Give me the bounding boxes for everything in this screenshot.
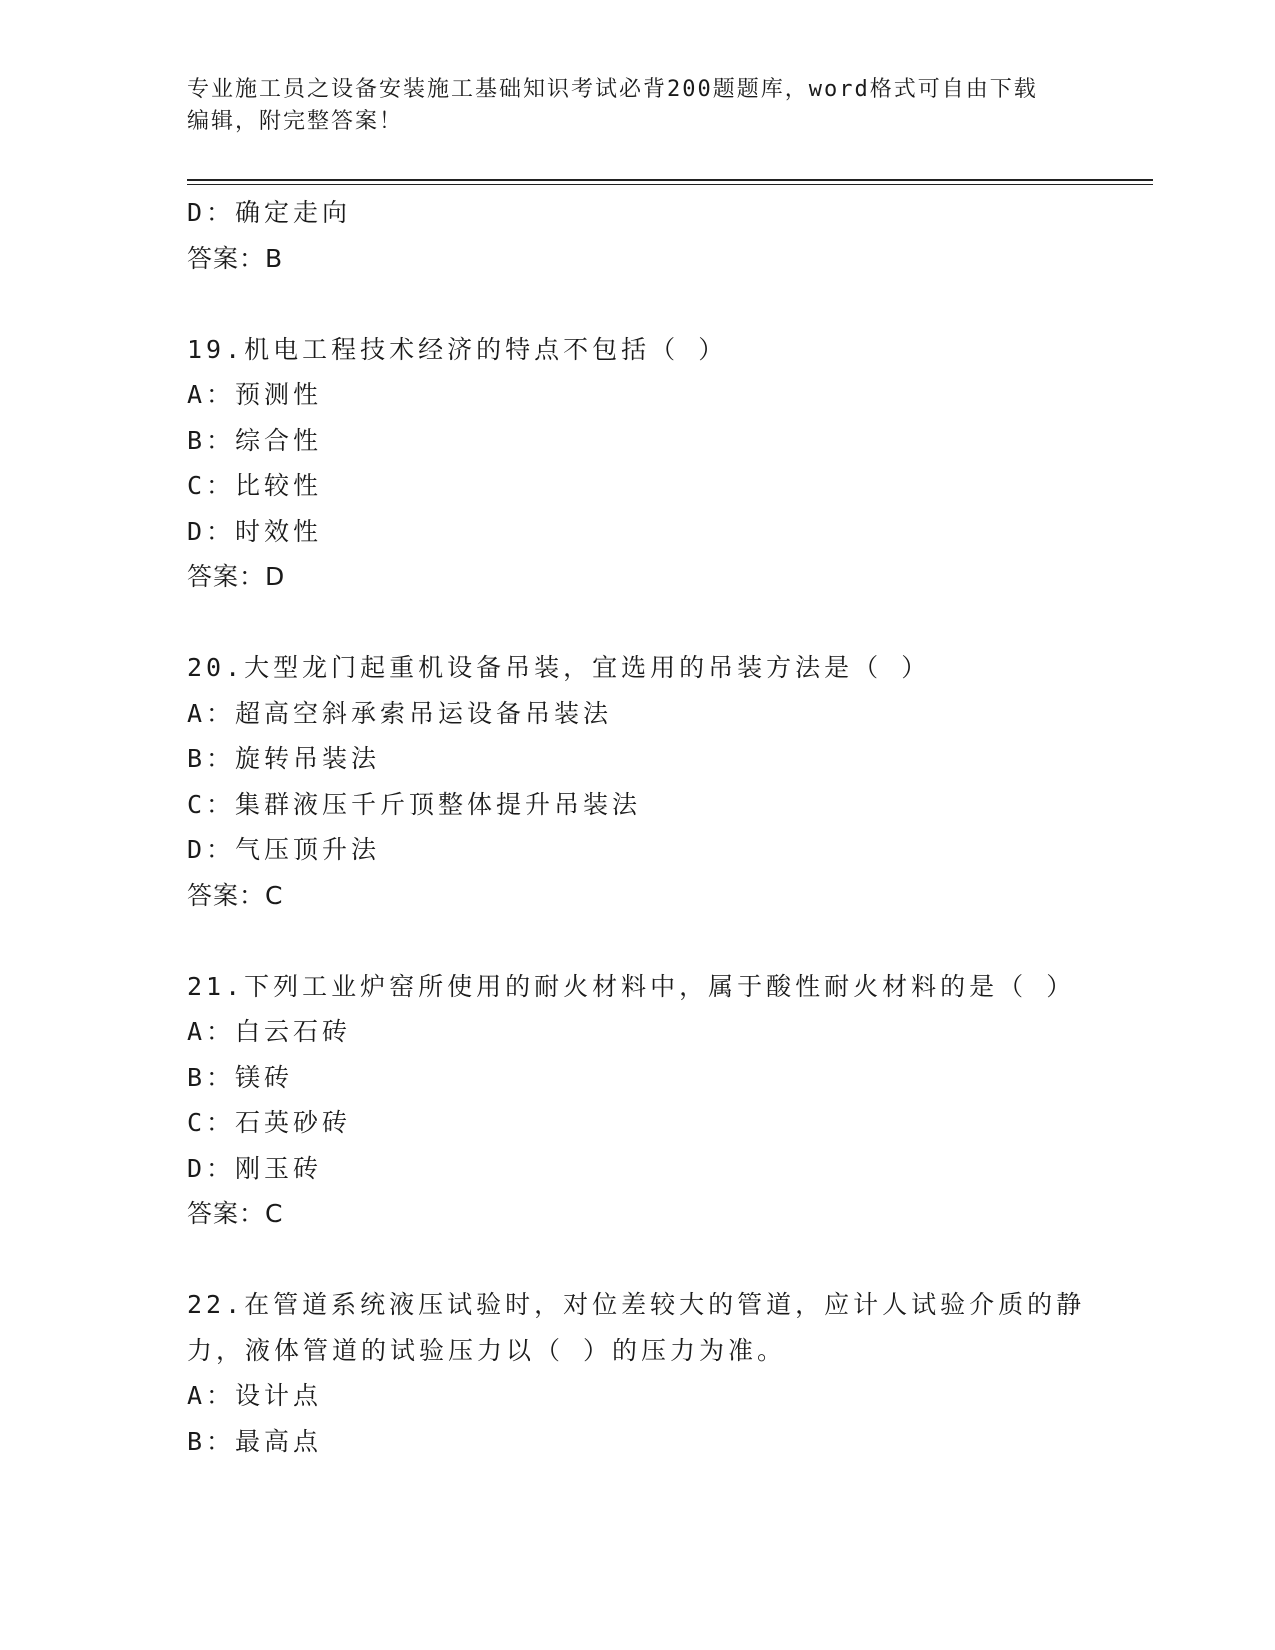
option-a: A：超高空斜承索吊运设备吊装法 bbox=[187, 698, 613, 728]
question-text: 22.在管道系统液压试验时，对位差较大的管道，应计人试验介质的静 bbox=[187, 1290, 1086, 1319]
page-header bbox=[187, 74, 1087, 138]
option-a: A：预测性 bbox=[187, 380, 323, 409]
option-d: D：刚玉砖 bbox=[187, 1153, 323, 1183]
option-d: D：气压顶升法 bbox=[187, 835, 381, 864]
option-b: B：镁砖 bbox=[187, 1062, 294, 1092]
header-line-1: 专业施工员之设备安装施工基础知识考试必背200题题库，word格式可自由下载 bbox=[187, 77, 1038, 102]
header-line-2: 编辑，附完整答案！ bbox=[187, 109, 404, 134]
spacer bbox=[187, 1237, 1087, 1283]
answer-line: 答案：C bbox=[187, 880, 284, 910]
option-b: B：综合性 bbox=[187, 425, 323, 455]
question-text: 21.下列工业炉窑所使用的耐火材料中，属于酸性耐火材料的是（ ） bbox=[187, 971, 1076, 1001]
question-list bbox=[187, 190, 1087, 1464]
question-text-continued: 力，液体管道的试验压力以（ ）的压力为准。 bbox=[187, 1335, 787, 1365]
option-d: D：时效性 bbox=[187, 516, 323, 546]
question-21 bbox=[187, 964, 1087, 1237]
question-20 bbox=[187, 645, 1087, 918]
answer-line: 答案：B bbox=[187, 243, 284, 273]
spacer bbox=[187, 600, 1087, 646]
option-b: B：最高点 bbox=[187, 1426, 323, 1456]
question-19 bbox=[187, 327, 1087, 600]
question-22 bbox=[187, 1282, 1087, 1464]
option-a: A：白云石砖 bbox=[187, 1017, 352, 1046]
question-text: 20.大型龙门起重机设备吊装，宜选用的吊装方法是（ ） bbox=[187, 653, 931, 682]
option-c: C：石英砂砖 bbox=[187, 1108, 352, 1137]
option-d: D：确定走向 bbox=[187, 198, 352, 227]
option-c: C：集群液压千斤顶整体提升吊装法 bbox=[187, 789, 642, 819]
option-a: A：设计点 bbox=[187, 1381, 323, 1410]
spacer bbox=[187, 918, 1087, 964]
question-text: 19.机电工程技术经济的特点不包括（ ） bbox=[187, 334, 728, 364]
spacer bbox=[187, 281, 1087, 327]
answer-line: 答案：D bbox=[187, 562, 286, 591]
answer-line: 答案：C bbox=[187, 1199, 284, 1228]
option-b: B：旋转吊装法 bbox=[187, 744, 381, 773]
previous-question-tail bbox=[187, 190, 1087, 281]
header-divider-thick bbox=[187, 179, 1153, 181]
option-c: C：比较性 bbox=[187, 471, 323, 500]
header-divider-thin bbox=[187, 184, 1153, 185]
